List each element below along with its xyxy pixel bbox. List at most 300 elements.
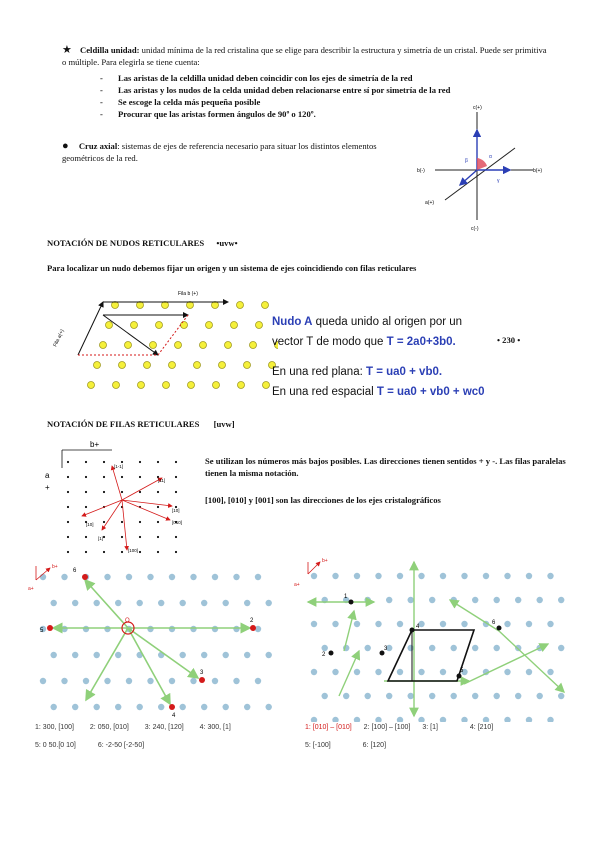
lattice-node <box>83 678 89 684</box>
lattice-node <box>219 362 226 369</box>
lattice-node <box>180 600 186 606</box>
lattice-node <box>115 652 121 658</box>
lattice-node <box>175 476 177 478</box>
fila-b-label: Fila b (+) <box>178 291 198 297</box>
lattice-node <box>139 536 141 538</box>
lattice-node <box>94 362 101 369</box>
lattice-node <box>332 669 338 675</box>
caption-index: 5: <box>35 742 41 749</box>
lattice-node <box>233 574 239 580</box>
lattice-node <box>121 491 123 493</box>
lattice-node <box>85 506 87 508</box>
lattice-node <box>223 600 229 606</box>
lattice-node <box>266 600 272 606</box>
lattice-node <box>483 573 489 579</box>
lattice-node <box>67 491 69 493</box>
lattice-node <box>233 678 239 684</box>
lattice-node <box>461 717 467 722</box>
caption-index: 1: <box>35 724 41 731</box>
filas-heading <box>47 418 347 430</box>
celdilla-term: Celdilla unidad: <box>80 45 140 55</box>
lattice-node <box>231 322 238 329</box>
lattice-node <box>250 342 257 349</box>
caption-value: [010] – [010] <box>312 724 352 731</box>
left-node-label: 5 <box>40 628 44 634</box>
lattice-node <box>408 693 414 699</box>
lattice-node <box>72 704 78 710</box>
lattice-node <box>440 717 446 722</box>
lattice-node <box>100 342 107 349</box>
lattice-node <box>162 302 169 309</box>
grid-label: [1] <box>98 536 104 541</box>
right-node-label: 3 <box>384 646 388 652</box>
right-axis-a: a+ <box>294 582 300 588</box>
lattice-node <box>158 600 164 606</box>
filas-heading-text: NOTACIÓN DE FILAS RETICULARES <box>47 419 200 429</box>
lattice-node <box>311 621 317 627</box>
caption-index: 6: <box>362 742 369 749</box>
lattice-node <box>150 342 157 349</box>
lattice-node <box>375 573 381 579</box>
lattice-node <box>558 597 564 603</box>
lattice-node <box>67 521 69 523</box>
lattice-node <box>137 704 143 710</box>
lattice-node <box>103 521 105 523</box>
vector-line-text: vector T de modo que <box>272 336 384 348</box>
lattice-node <box>94 704 100 710</box>
rule-item: - Las aristas de la celdilla unidad deben coincidir con los ejes de simetría de la red <box>100 72 540 84</box>
lattice-node <box>244 600 250 606</box>
left-axis-b: b+ <box>52 564 58 570</box>
lattice-node <box>139 461 141 463</box>
grid-label: [100] <box>128 548 139 553</box>
lattice-node <box>408 645 414 651</box>
lattice-node <box>332 717 338 722</box>
caption-index: 1: <box>305 724 311 731</box>
lattice-node <box>244 362 251 369</box>
lattice-right <box>294 556 574 722</box>
lattice-node <box>106 322 113 329</box>
lattice-node <box>188 382 195 389</box>
lattice-node <box>558 645 564 651</box>
cross-axis-diagram <box>415 100 555 235</box>
lattice-node <box>115 704 121 710</box>
lattice-node <box>175 342 182 349</box>
axis-b-neg-label: b(-) <box>417 168 425 174</box>
lattice-node <box>418 717 424 722</box>
nudos-symbol: •uvw• <box>216 238 238 248</box>
lattice-node <box>175 461 177 463</box>
nudo-badge: • 230 • <box>497 335 521 345</box>
angle-alpha-label: α <box>489 154 492 160</box>
lattice-node <box>332 621 338 627</box>
lattice-node <box>103 551 105 553</box>
lattice-node <box>61 626 67 632</box>
lattice-node <box>504 621 510 627</box>
lattice-node <box>85 491 87 493</box>
lattice-node <box>139 521 141 523</box>
lattice-node <box>255 574 261 580</box>
lattice-node <box>72 600 78 606</box>
lattice-node <box>494 693 500 699</box>
lattice-node <box>429 645 435 651</box>
right-node-label: 2 <box>322 652 326 658</box>
left-origin-label: O <box>125 618 130 624</box>
lattice-node <box>311 669 317 675</box>
nudo-a-line <box>272 312 572 332</box>
vector-equation: T = 2a0+3b0. <box>386 336 456 348</box>
lattice-node <box>88 382 95 389</box>
lattice-node <box>156 322 163 329</box>
lattice-node <box>175 491 177 493</box>
vector-line <box>272 332 572 352</box>
caption-value: [-100] <box>312 742 331 749</box>
lattice-node <box>126 574 132 580</box>
rule-item: - Procurar que las aristas formen ángulos de 90º o 120º. <box>100 108 540 120</box>
lattice-node <box>121 476 123 478</box>
lattice-node <box>190 574 196 580</box>
lattice-node <box>263 382 270 389</box>
left-axis-a: a+ <box>28 586 34 592</box>
lattice-node <box>67 476 69 478</box>
lattice-node <box>440 573 446 579</box>
lattice-node <box>85 551 87 553</box>
lattice-node <box>175 551 177 553</box>
lattice-node <box>266 652 272 658</box>
lattice-node <box>213 382 220 389</box>
nudo-a-bold: Nudo A <box>272 316 313 328</box>
lattice-node <box>451 693 457 699</box>
lattice-node <box>408 597 414 603</box>
lattice-node <box>131 322 138 329</box>
lattice-node <box>201 704 207 710</box>
lattice-node <box>190 678 196 684</box>
caption-index: 4: <box>469 724 476 731</box>
celdilla-definition: unidad mínima de la red cristalina que se elige para describir la estructura y simetría de un cristal. Puede ser primitiva o múltiple. Para elegirla se tiene cuenta: <box>62 45 547 67</box>
lattice-node <box>157 461 159 463</box>
lattice-node <box>461 573 467 579</box>
lattice-node <box>72 652 78 658</box>
lattice-node <box>461 621 467 627</box>
lattice-node <box>51 600 57 606</box>
axis-c-neg-label: c(-) <box>471 226 479 232</box>
caption-index: 2: <box>89 724 96 731</box>
lattice-node <box>322 645 328 651</box>
lattice-node <box>139 476 141 478</box>
lattice-node <box>332 573 338 579</box>
lattice-node <box>547 717 553 722</box>
lattice-node <box>255 678 261 684</box>
lattice-node <box>126 678 132 684</box>
axis-c-pos-label: c(+) <box>473 105 482 111</box>
lattice-node <box>504 717 510 722</box>
lattice-node <box>537 597 543 603</box>
angle-gamma-label: γ <box>497 178 500 184</box>
lattice-node <box>440 621 446 627</box>
lattice-node <box>200 342 207 349</box>
left-node-label: 4 <box>172 713 176 719</box>
lattice-left <box>28 562 290 722</box>
lattice-node <box>244 704 250 710</box>
lattice-node <box>190 626 196 632</box>
lattice-node <box>121 551 123 553</box>
lattice-node <box>94 652 100 658</box>
lattice-node <box>483 717 489 722</box>
caption-value: -2-50 [-2-50] <box>105 742 145 749</box>
lattice-node <box>194 362 201 369</box>
lattice-node <box>472 597 478 603</box>
lattice-node <box>138 382 145 389</box>
left-captions-row2 <box>35 742 295 749</box>
cruz-term: Cruz axial <box>78 141 118 151</box>
espacial-equation: T = ua0 + vb0 + wc0 <box>376 386 485 398</box>
nudo-a-panel <box>272 312 572 402</box>
lattice-node <box>85 536 87 538</box>
lattice-node <box>212 574 218 580</box>
lattice-node <box>103 491 105 493</box>
caption-index: 2: <box>363 724 370 731</box>
lattice-node <box>139 491 141 493</box>
lattice-node <box>397 621 403 627</box>
lattice-node <box>397 669 403 675</box>
lattice-node <box>103 476 105 478</box>
lattice-node <box>212 626 218 632</box>
lattice-node <box>67 536 69 538</box>
lattice-node <box>115 600 121 606</box>
lattice-node <box>494 645 500 651</box>
right-captions-row2 <box>305 742 575 749</box>
caption-value: [1] <box>430 724 438 731</box>
lattice-node <box>169 574 175 580</box>
angle-beta-label: β <box>465 158 468 164</box>
lattice-node <box>472 645 478 651</box>
lattice-node <box>558 693 564 699</box>
lattice-node <box>61 574 67 580</box>
lattice-node <box>201 652 207 658</box>
cruz-definition: : sistemas de ejes de referencia necesario para situar los distintos elementos geométricos de la red. <box>62 141 377 163</box>
lattice-node <box>85 461 87 463</box>
caption-index: 3: <box>422 724 429 731</box>
lattice-node <box>223 704 229 710</box>
lattice-node <box>504 669 510 675</box>
filas-axis-a: a <box>45 471 50 480</box>
lattice-node <box>429 693 435 699</box>
lattice-node <box>397 573 403 579</box>
lattice-node <box>365 645 371 651</box>
right-axis-b: b+ <box>322 558 328 564</box>
lattice-node <box>51 704 57 710</box>
plana-line <box>272 362 572 382</box>
lattice-node <box>67 461 69 463</box>
right-node-label: 1 <box>344 594 348 600</box>
lattice-node <box>354 621 360 627</box>
right-captions-row1 <box>305 724 575 731</box>
lattice-node <box>67 506 69 508</box>
lattice-node <box>311 717 317 722</box>
lattice-node <box>206 322 213 329</box>
caption-value: 240, [120] <box>152 724 184 731</box>
star-icon: ★ <box>62 44 72 56</box>
axis-a-pos-label: a(+) <box>425 200 435 206</box>
lattice-node <box>51 652 57 658</box>
grid-label: [1-1] <box>114 464 124 469</box>
lattice-node <box>547 573 553 579</box>
lattice-node <box>354 669 360 675</box>
lattice-node <box>121 521 123 523</box>
lattice-node <box>547 669 553 675</box>
filas-axis-a-sign: + <box>45 483 50 492</box>
right-node-label: 6 <box>492 620 496 626</box>
caption-value: 300, [1] <box>207 724 231 731</box>
lattice-node <box>375 717 381 722</box>
plana-equation: T = ua0 + vb0. <box>366 366 443 378</box>
lattice-node <box>322 693 328 699</box>
lattice-node <box>504 573 510 579</box>
lattice-node <box>451 645 457 651</box>
lattice-node <box>94 600 100 606</box>
cruz-section <box>62 140 412 164</box>
lattice-node <box>244 652 250 658</box>
lattice-node <box>40 574 46 580</box>
lattice-node <box>212 302 219 309</box>
plana-text: En una red plana: <box>272 366 363 378</box>
lattice-node <box>494 597 500 603</box>
espacial-text: En una red espacial <box>272 386 374 398</box>
lattice-node <box>147 574 153 580</box>
lattice-node <box>212 678 218 684</box>
fila-a-label: Fila a(+) <box>52 328 66 348</box>
caption-index: 5: <box>305 742 311 749</box>
lattice-node <box>537 693 543 699</box>
lattice-node <box>157 506 159 508</box>
lattice-node <box>180 652 186 658</box>
lattice-node <box>429 597 435 603</box>
lattice-node <box>418 573 424 579</box>
lattice-node <box>256 322 263 329</box>
lattice-node <box>354 717 360 722</box>
lattice-node <box>61 678 67 684</box>
nudo-a-text: queda unido al origen por un <box>312 316 463 328</box>
lattice-node <box>375 669 381 675</box>
lattice-node <box>418 669 424 675</box>
lattice-node <box>119 362 126 369</box>
lattice-node <box>67 551 69 553</box>
lattice-node <box>169 362 176 369</box>
caption-value: [100] – [100] <box>371 724 411 731</box>
grid-label: [010] <box>172 520 183 525</box>
lattice-node <box>386 597 392 603</box>
lattice-node <box>262 302 269 309</box>
lattice-node <box>515 597 521 603</box>
lattice-node <box>157 536 159 538</box>
lattice-node <box>137 600 143 606</box>
lattice-node <box>472 693 478 699</box>
lattice-node <box>121 536 123 538</box>
lattice-node <box>526 621 532 627</box>
rule-item: - Se escoge la celda más pequeña posible <box>100 96 540 108</box>
lattice-node <box>223 652 229 658</box>
lattice-node <box>40 678 46 684</box>
lattice-node <box>103 536 105 538</box>
lattice-node <box>526 717 532 722</box>
lattice-node <box>343 693 349 699</box>
lattice-node <box>233 626 239 632</box>
lattice-node <box>354 573 360 579</box>
lattice-node <box>169 626 175 632</box>
lattice-node <box>311 573 317 579</box>
lattice-node <box>103 461 105 463</box>
caption-value: 050, [010] <box>97 724 129 731</box>
nudos-intro: Para localizar un nudo debemos fijar un origen y un sistema de ejes coincidiendo con filas reticulares <box>47 263 417 273</box>
celdilla-section <box>62 44 552 68</box>
left-captions-row1 <box>35 724 295 731</box>
lattice-node <box>158 704 164 710</box>
caption-index: 3: <box>144 724 151 731</box>
caption-value: [120] <box>370 742 387 749</box>
lattice-node <box>547 621 553 627</box>
lattice-node <box>85 476 87 478</box>
nudos-heading <box>47 237 347 249</box>
lattice-node <box>125 342 132 349</box>
rule-item: - Las aristas y los nudos de la celda unidad deben relacionarse entre sí por simetría de la red <box>100 84 540 96</box>
lattice-node <box>397 717 403 722</box>
lattice-node <box>104 678 110 684</box>
filas-axis-b: b+ <box>90 440 100 449</box>
lattice-node <box>201 600 207 606</box>
lattice-node <box>157 521 159 523</box>
grid-label: [10] <box>86 522 94 527</box>
lattice-node <box>163 382 170 389</box>
grid-label: [11] <box>158 478 166 483</box>
lattice-node <box>180 704 186 710</box>
lattice-node <box>112 302 119 309</box>
lattice-node <box>104 574 110 580</box>
caption-value: 300, [100] <box>42 724 74 731</box>
lattice-node <box>266 704 272 710</box>
lattice-node <box>139 551 141 553</box>
filas-symbol: [uvw] <box>213 419 235 429</box>
filas-grid <box>42 438 212 560</box>
caption-value: [210] <box>477 724 494 731</box>
lattice-node <box>375 621 381 627</box>
bullet-icon: ● <box>62 140 69 152</box>
lattice-node <box>104 626 110 632</box>
caption-index: 6: <box>97 742 104 749</box>
lattice-node <box>515 693 521 699</box>
lattice-node <box>365 693 371 699</box>
lattice-node <box>237 302 244 309</box>
left-node-label: 2 <box>250 618 254 624</box>
axis-b-pos-label: b(+) <box>533 168 543 174</box>
right-node-label: 4 <box>416 624 420 630</box>
lattice-node <box>440 669 446 675</box>
espacial-line <box>272 382 572 402</box>
lattice-node <box>181 322 188 329</box>
lattice-node <box>238 382 245 389</box>
lattice-node <box>187 302 194 309</box>
lattice-node <box>175 536 177 538</box>
lattice-node <box>144 362 151 369</box>
lattice-node <box>137 302 144 309</box>
caption-value: 0 50.[0 10] <box>42 742 76 749</box>
lattice-node <box>386 693 392 699</box>
lattice-node <box>113 382 120 389</box>
left-node-label: 6 <box>73 568 77 574</box>
caption-index: 4: <box>199 724 206 731</box>
nudos-lattice <box>38 285 278 395</box>
lattice-node <box>121 461 123 463</box>
lattice-node <box>169 678 175 684</box>
